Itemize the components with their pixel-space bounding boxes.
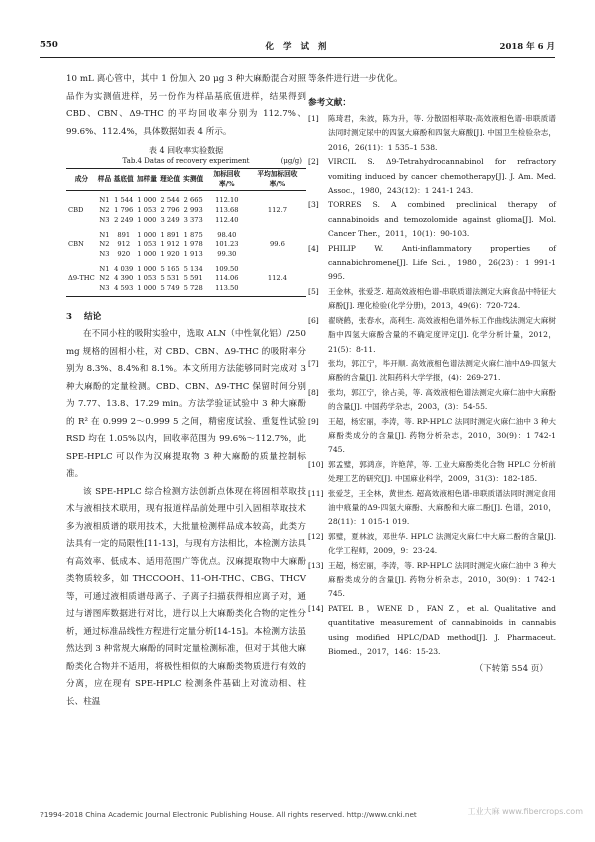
table-title-en-text: Tab.4 Datas of recovery experiment [122, 157, 250, 165]
paragraph-continued: 等条件进行进一步优化。 [308, 74, 403, 84]
table-cell: N2 [99, 206, 110, 215]
table-cell: 5 728 [182, 284, 205, 296]
reference-text: 王超，杨宏丽，李涛，等. RP-HPLC 法同时测定火麻仁油中 3 种大麻酚类成分的含量[J]. 药物分析杂志，2010，30(9)：1 742-1 745. [328, 416, 556, 455]
table-header-cell: 样品 [97, 169, 112, 191]
table-cell: 1 053 [137, 240, 157, 249]
reference-text: 张均，郭江宁，毕开顺. 高效液相色谱法测定火麻仁油中Δ9-四氢大麻酚的含量[J]. 沈阳药科大学学报，(4)：269-271. [328, 358, 556, 383]
reference-text: TORRES S. A combined preclinical therapy of cannabinoids and temozolomide against glioma[J]. Mol. Cancer Ther.，2011，10(1)：90-103. [328, 200, 556, 239]
reference-number: [9] [308, 416, 319, 426]
reference-item [308, 458, 556, 487]
journal-name: 化 学 试 剂 [265, 42, 330, 52]
table-cell: 5 165 [160, 264, 180, 273]
average-recovery-cell [249, 260, 306, 275]
table-cell: 1 053 [137, 274, 157, 283]
running-header [40, 40, 555, 54]
paragraph-conclusion: 在不同小柱的吸附实验中，选取 ALN（中性氧化铝）/250 mg 规格的固相小柱，对 CBD、CBN、Δ9-THC 的吸附率分别为 8.3%、8.4%和 8.1%。本文所用方法能够同时完成对 3 种大麻酚的定量检测。CBD、CBN、Δ9-THC 保留时间分别为 7.77、13.8、17.29 min。方法学验证试验中 3 种大麻酚的 R² 在 0.999 2～0.999 5 之间，精密度试验、重复性试验 RSD 均在 1.05%以内，回收率范围为 99.6%～112.7%，此 SPE-HPLC 可以作为汉麻提取物 3 种大麻酚的质量控制标准。 [66, 329, 306, 480]
table-cell: 1 875 [183, 230, 203, 239]
references-title: 参考文献： [308, 97, 351, 108]
issue-date: 2018 年 6 月 [499, 42, 555, 52]
table-cell: 109.50 [215, 264, 239, 273]
reference-number: [6] [308, 315, 319, 325]
table-cell: 920 [117, 249, 131, 258]
table-cell: 1 544 [114, 196, 134, 205]
table-title: 表 4 回收率实验数据 [148, 146, 224, 155]
table-cell: 5 749 [158, 284, 181, 296]
table-cell: 98.40 [217, 230, 237, 239]
paragraph-recovery: 10 mL 离心管中，其中 1 份加入 20 μg 3 种大麻酚混合对照品作为实测值进样，另一份作为样品基底值进样，结果得到 CBD、CBN、Δ9-THC 的平均回收率分别为 112.7%、99.6%、112.4%，具体数据如表 4 所示。 [66, 74, 306, 137]
table-cell: N1 [99, 230, 110, 239]
reference-number: [12] [308, 531, 324, 541]
table-header-cell: 成分 [66, 169, 97, 191]
section-number: 3 [66, 311, 72, 322]
table-cell: 3 373 [183, 215, 203, 224]
table-cell: 113.50 [205, 284, 249, 296]
reference-text: PHILIP W. Anti-inflammatory properties of cannabichromene[J]. Life Sci.，1980，26(23)：1 991-1 995. [328, 243, 556, 282]
average-recovery-cell: 112.7 [267, 206, 287, 215]
table-cell: 2 993 [183, 206, 203, 215]
reference-item [308, 155, 556, 198]
table-row [66, 191, 306, 206]
reference-text: 郭璧，夏林波，邓世华. HPLC 法测定火麻仁中大麻二酚的含量[J]. 化学工程师，2009，9：23-24. [328, 531, 556, 556]
table-cell: 113.68 [215, 206, 239, 215]
table-row [66, 216, 306, 226]
table-header-cell: 实测值 [182, 169, 205, 191]
reference-number: [4] [308, 243, 319, 253]
average-recovery-cell [249, 226, 306, 241]
section-heading [66, 309, 306, 327]
average-recovery-cell: 112.4 [267, 274, 287, 283]
table-cell: 5 591 [183, 274, 203, 283]
reference-text: 翟晓鹤，张春水，高利生. 高效液相色谱外标工作曲线法测定大麻树脂中四氢大麻酚含量的不确定度评定[J]. 化学分析计量，2012，21(5)：8-11. [328, 315, 556, 354]
references-list [308, 112, 556, 659]
analyte-cell [66, 226, 97, 241]
reference-text: 张爱芝，王全林，黄世杰. 超高效液相色谱-串联质谱法同时测定食用油中痕量的Δ9-四氢大麻酚、大麻酚和大麻二酚[J]. 色谱，2010，28(11)：1 015-1 019. [328, 488, 556, 527]
reference-item [308, 314, 556, 357]
table-cell: 99.30 [217, 249, 237, 258]
analyte-cell: CBD [68, 206, 84, 215]
reference-item [308, 242, 556, 285]
reference-number: [11] [308, 488, 324, 498]
table-cell: 891 [117, 230, 131, 239]
reference-number: [2] [308, 157, 319, 167]
table-cell: 1 978 [183, 240, 203, 249]
table-cell: 1 000 [137, 230, 157, 239]
table-header-cell: 基底值 [112, 169, 135, 191]
table-header-cell: 加样量 [135, 169, 158, 191]
table-cell: 5 531 [160, 274, 180, 283]
reference-item [308, 386, 556, 415]
table-cell: 1 920 [160, 249, 180, 258]
table-cell: 3 249 [160, 215, 180, 224]
table-unit: (μg/g) [280, 157, 302, 165]
table-row [66, 274, 306, 284]
reference-number: [14] [308, 603, 324, 613]
watermark: 工业大麻 www.fibercrops.com [467, 807, 583, 816]
page-number: 550 [40, 40, 58, 50]
average-recovery-cell: 99.6 [269, 240, 285, 249]
analyte-cell [66, 216, 97, 226]
table-cell: N3 [99, 215, 110, 224]
average-recovery-cell [249, 191, 306, 206]
analyte-cell: Δ9-THC [68, 274, 95, 283]
table-cell: 1 000 [135, 284, 158, 296]
table-cell: N1 [99, 264, 110, 273]
recovery-table [66, 168, 306, 297]
table-cell: 1 912 [160, 240, 180, 249]
reference-item [308, 285, 556, 314]
reference-item [308, 112, 556, 155]
reference-number: [3] [308, 200, 319, 210]
table-cell: 1 796 [114, 206, 134, 215]
analyte-cell: CBN [68, 240, 84, 249]
average-recovery-cell [249, 284, 306, 296]
analyte-cell [66, 284, 97, 296]
reference-item [308, 357, 556, 386]
table-cell: 1 000 [137, 215, 157, 224]
table-cell: N3 [99, 249, 110, 258]
table-cell: 4 039 [114, 264, 134, 273]
reference-text: 郭孟璧，郭鸿彦，许艳萍，等. 工业大麻酚类化合物 HPLC 分析前处理工艺的研究[J]. 中国麻业科学，2009，31(3)：182-185. [328, 459, 556, 484]
table-cell: 1 000 [137, 196, 157, 205]
table-cell: 912 [117, 240, 131, 249]
table-row [66, 206, 306, 216]
table-cell: 1 913 [183, 249, 203, 258]
reference-item [308, 530, 556, 559]
table-row [66, 240, 306, 250]
table-cell: 2 249 [114, 215, 134, 224]
table-cell: N3 [97, 284, 112, 296]
table-row [66, 260, 306, 275]
table-cell: 4 390 [114, 274, 134, 283]
reference-number: [5] [308, 286, 319, 296]
table-cell: 112.40 [215, 215, 239, 224]
reference-number: [10] [308, 459, 324, 469]
table-cell: 114.06 [215, 274, 239, 283]
reference-item [308, 198, 556, 241]
table-cell: 101.23 [215, 240, 239, 249]
reference-text: VIRCIL S. Δ9-Tetrahydrocannabinol for refractory vomiting induced by cancer chemotherapy[J]. J. Am. Med. Assoc.，1980，243(12)：1 241-1 243. [328, 157, 556, 196]
table-cell: 2 544 [160, 196, 180, 205]
paragraph-method: 该 SPE-HPLC 综合检测方法创新点体现在将固相萃取技术与液相技术联用，现有报道样品前处理中引入固相萃取技术多为液相质谱的联用技术，大批量检测样品成本较高，此类方法具有一定的局限性[11-13]，与现有方法相比，本检测方法具有高效率、低成本、适用范围广等优点。汉麻提取物中大麻酚类物质较多，如 THCCOOH、11-OH-THC、CBG、THCV 等，可通过液相质谱母离子、子离子扫描获得相应离子对，通过与谱图库数据进行对比，进行以上大麻酚类化合物的定性分析，通过标准品线性方程进行定量分析[14-15]。本检测方法虽然达到 3 种常规大麻酚的同时定量检测标准，但对于其他大麻酚类化合物并不适用，将极性相似的大麻酚类物质进行有效的分离，应在现有 SPE-HPLC 检测条件基础上对流动相、柱长、柱温 [66, 486, 306, 707]
table-row [66, 250, 306, 260]
table-row [66, 226, 306, 241]
table-title-en [66, 156, 306, 166]
table-cell: 5 134 [183, 264, 203, 273]
table-cell: 2 796 [160, 206, 180, 215]
table-cell: 1 000 [137, 264, 157, 273]
analyte-cell [66, 260, 97, 275]
reference-item [308, 559, 556, 602]
left-column [66, 71, 306, 711]
reference-item [308, 487, 556, 530]
table-row [66, 284, 306, 296]
table-header-cell: 理论值 [158, 169, 181, 191]
reference-item [308, 602, 556, 660]
reference-number: [8] [308, 387, 319, 397]
right-column [308, 71, 556, 679]
table-cell: 1 000 [137, 249, 157, 258]
reference-text: 张均，郭江宁，徐占美，等. 高效液相色谱法测定火麻仁油中大麻酚的含量[J]. 中国药学杂志，2003，(3)：54-55. [328, 387, 556, 412]
table-cell: N1 [99, 196, 110, 205]
header-rule [40, 57, 555, 58]
reference-text: 陈琦君，朱波，陈为升，等. 分散固相萃取-高效液相色谱-串联质谱法同时测定尿中的四氢大麻酚和四氢大麻酸[J]. 中国卫生检验杂志，2016，26(11)：1 535–1 538. [328, 114, 556, 152]
average-recovery-cell [249, 216, 306, 226]
copyright-footer: ?1994-2018 China Academic Journal Electronic Publishing House. All rights reserved. http://www.cnki.net [40, 810, 417, 819]
table-cell: 1 053 [137, 206, 157, 215]
reference-item [308, 415, 556, 458]
table-cell: 4 593 [112, 284, 135, 296]
table-cell: 112.10 [215, 196, 239, 205]
reference-number: [13] [308, 560, 324, 570]
reference-number: [7] [308, 358, 319, 368]
analyte-cell [66, 191, 97, 206]
continued-note: （下转第 554 页） [474, 664, 548, 675]
table-header-cell: 平均加标回收率/% [249, 169, 306, 191]
reference-text: 王金林，张爱芝. 超高效液相色谱-串联质谱法测定大麻食品中特征大麻酚[J]. 理化检验(化学分册)，2013，49(6)：720-724. [328, 286, 556, 311]
analyte-cell [66, 250, 97, 260]
table-cell: 2 665 [183, 196, 203, 205]
reference-number: [1] [308, 114, 319, 123]
average-recovery-cell [249, 250, 306, 260]
reference-text: PATEL B，WENE D，FAN Z，et al. Qualitative and quantitative measurement of cannabinoids in cannabis using modified HPLC/DAD method[J]. J. Pharmaceut. Biomed.，2017，146：15-23. [328, 603, 556, 657]
table-cell: N2 [99, 274, 110, 283]
table-cell: 1 891 [160, 230, 180, 239]
table-cell: N2 [99, 240, 110, 249]
table-header-cell: 加标回收率/% [205, 169, 249, 191]
section-title: 结论 [83, 311, 102, 322]
reference-text: 王超，杨宏丽，李涛，等. RP-HPLC 法同时测定火麻仁油中 3 种大麻酚类成分的含量[J]. 药物分析杂志，2010，30(9)：1 742-1 745. [328, 560, 556, 599]
